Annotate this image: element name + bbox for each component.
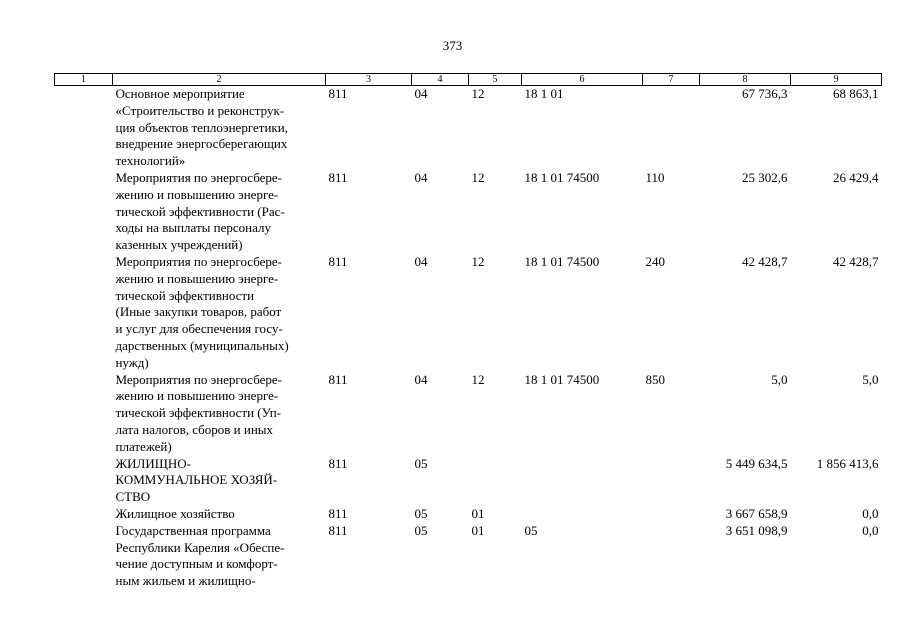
cell-grbs: 811 xyxy=(328,253,348,269)
cell-subsection: 12 xyxy=(471,86,485,101)
cell-name xyxy=(113,254,326,372)
cell-subsection: 12 xyxy=(471,169,485,185)
cell-name-line: технологий» xyxy=(115,153,186,169)
cell-name xyxy=(113,506,326,523)
cell-name-line: Мероприятия по энергосбере- xyxy=(115,253,283,269)
cell-amount-1: 3 667 658,9 xyxy=(725,505,788,521)
cell-name-line: жению и повышению энерге- xyxy=(115,186,279,202)
cell-target-article xyxy=(522,456,643,506)
cell-amount-1: 67 736,3 xyxy=(742,86,788,101)
cell-amount-2: 68 863,1 xyxy=(833,86,879,101)
cell-name-line: (Иные закупки товаров, работ xyxy=(115,304,282,320)
cell-blank xyxy=(55,372,113,456)
cell-name xyxy=(113,372,326,456)
cell-expense-type: 850 xyxy=(645,371,665,387)
cell-target-article: 18 1 01 74500 xyxy=(524,253,600,269)
cell-name-line: и услуг для обеспечения госу- xyxy=(115,321,283,337)
cell-amount-2: 0,0 xyxy=(862,505,879,521)
cell-amount-2: 42 428,7 xyxy=(833,253,879,269)
cell-blank xyxy=(55,456,113,506)
cell-expense-type: 110 xyxy=(645,169,665,185)
cell-name-line: внедрение энергосберегающих xyxy=(115,136,288,152)
cell-amount-1: 25 302,6 xyxy=(742,169,788,185)
cell-grbs: 811 xyxy=(328,371,348,387)
cell-name-line: ходы на выплаты персоналу xyxy=(115,220,271,236)
cell-name-line: тической эффективности (Уп- xyxy=(115,405,281,421)
column-header: 2 xyxy=(113,74,326,86)
cell-name-line: казенных учреждений) xyxy=(115,237,243,253)
cell-section: 05 xyxy=(414,505,428,521)
cell-section: 05 xyxy=(414,455,428,471)
table-row xyxy=(55,86,882,170)
cell-amount-1: 3 651 098,9 xyxy=(725,522,788,538)
cell-name-line: Республики Карелия «Обеспе- xyxy=(115,539,285,555)
cell-name-line: лата налогов, сборов и иных xyxy=(115,421,274,437)
cell-amount-1: 42 428,7 xyxy=(742,253,788,269)
column-number-row xyxy=(55,74,882,86)
cell-amount-1: 5 449 634,5 xyxy=(725,455,788,471)
cell-name-line: Мероприятия по энергосбере- xyxy=(115,371,283,387)
cell-target-article: 18 1 01 xyxy=(524,86,564,101)
column-header: 5 xyxy=(469,74,522,86)
cell-grbs: 811 xyxy=(328,522,348,538)
cell-name-line: тической эффективности xyxy=(115,287,255,303)
cell-subsection: 01 xyxy=(471,505,485,521)
budget-table xyxy=(54,73,882,590)
column-header: 8 xyxy=(700,74,791,86)
cell-blank xyxy=(55,170,113,254)
table-row xyxy=(55,506,882,523)
cell-name-line: чение доступным и комфорт- xyxy=(115,556,278,572)
cell-grbs: 811 xyxy=(328,169,348,185)
column-header: 4 xyxy=(412,74,469,86)
cell-section: 04 xyxy=(414,371,428,387)
cell-grbs: 811 xyxy=(328,455,348,471)
cell-expense-type: 240 xyxy=(645,253,665,269)
cell-expense-type xyxy=(643,506,700,523)
cell-target-article: 05 xyxy=(524,522,538,538)
cell-blank xyxy=(55,254,113,372)
cell-name-line: «Строительство и реконструк- xyxy=(115,102,285,118)
cell-subsection: 01 xyxy=(471,522,485,538)
cell-name-line: Основное мероприятие xyxy=(115,86,245,101)
cell-name-line: Мероприятия по энергосбере- xyxy=(115,169,283,185)
cell-name-line: жению и повышению энерге- xyxy=(115,388,279,404)
cell-name-line: дарственных (муниципальных) xyxy=(115,337,289,353)
cell-name-line: ЖИЛИЩНО- xyxy=(115,455,191,471)
column-header: 7 xyxy=(643,74,700,86)
cell-name-line: жению и повышению энерге- xyxy=(115,270,279,286)
table-row xyxy=(55,170,882,254)
cell-name xyxy=(113,523,326,590)
cell-name xyxy=(113,86,326,170)
cell-section: 04 xyxy=(414,169,428,185)
cell-expense-type xyxy=(643,523,700,590)
table-row xyxy=(55,523,882,590)
cell-subsection: 12 xyxy=(471,253,485,269)
cell-amount-2: 26 429,4 xyxy=(833,169,879,185)
cell-name-line: нужд) xyxy=(115,354,149,370)
cell-name-line: СТВО xyxy=(115,489,151,505)
cell-subsection: 12 xyxy=(471,371,485,387)
cell-target-article: 18 1 01 74500 xyxy=(524,169,600,185)
cell-amount-2: 1 856 413,6 xyxy=(816,455,879,471)
cell-section: 05 xyxy=(414,522,428,538)
cell-amount-2: 0,0 xyxy=(862,522,879,538)
cell-subsection xyxy=(469,456,522,506)
cell-name-line: ным жильем и жилищно- xyxy=(115,573,256,589)
table-row xyxy=(55,372,882,456)
cell-target-article xyxy=(522,506,643,523)
cell-name-line: тической эффективности (Рас- xyxy=(115,203,285,219)
cell-amount-2: 5,0 xyxy=(862,371,879,387)
cell-name xyxy=(113,456,326,506)
cell-section: 04 xyxy=(414,86,428,101)
cell-expense-type xyxy=(643,456,700,506)
cell-name-line: КОММУНАЛЬНОЕ ХОЗЯЙ- xyxy=(115,472,278,488)
table-row xyxy=(55,456,882,506)
cell-target-article: 18 1 01 74500 xyxy=(524,371,600,387)
table-row xyxy=(55,254,882,372)
column-header: 9 xyxy=(791,74,882,86)
cell-section: 04 xyxy=(414,253,428,269)
column-header: 3 xyxy=(326,74,412,86)
cell-name-line: Государственная программа xyxy=(115,522,271,538)
page-number: 373 xyxy=(442,38,463,53)
cell-blank xyxy=(55,86,113,170)
column-header: 6 xyxy=(522,74,643,86)
cell-expense-type xyxy=(643,86,700,170)
cell-name-line: платежей) xyxy=(115,438,172,454)
column-header: 1 xyxy=(55,74,113,86)
cell-name-line: Жилищное хозяйство xyxy=(115,505,235,521)
cell-grbs: 811 xyxy=(328,505,348,521)
cell-name-line: ция объектов теплоэнергетики, xyxy=(115,119,288,135)
cell-name xyxy=(113,170,326,254)
cell-grbs: 811 xyxy=(328,86,348,101)
table-body xyxy=(55,86,882,590)
cell-blank xyxy=(55,523,113,590)
cell-blank xyxy=(55,506,113,523)
cell-amount-1: 5,0 xyxy=(771,371,788,387)
